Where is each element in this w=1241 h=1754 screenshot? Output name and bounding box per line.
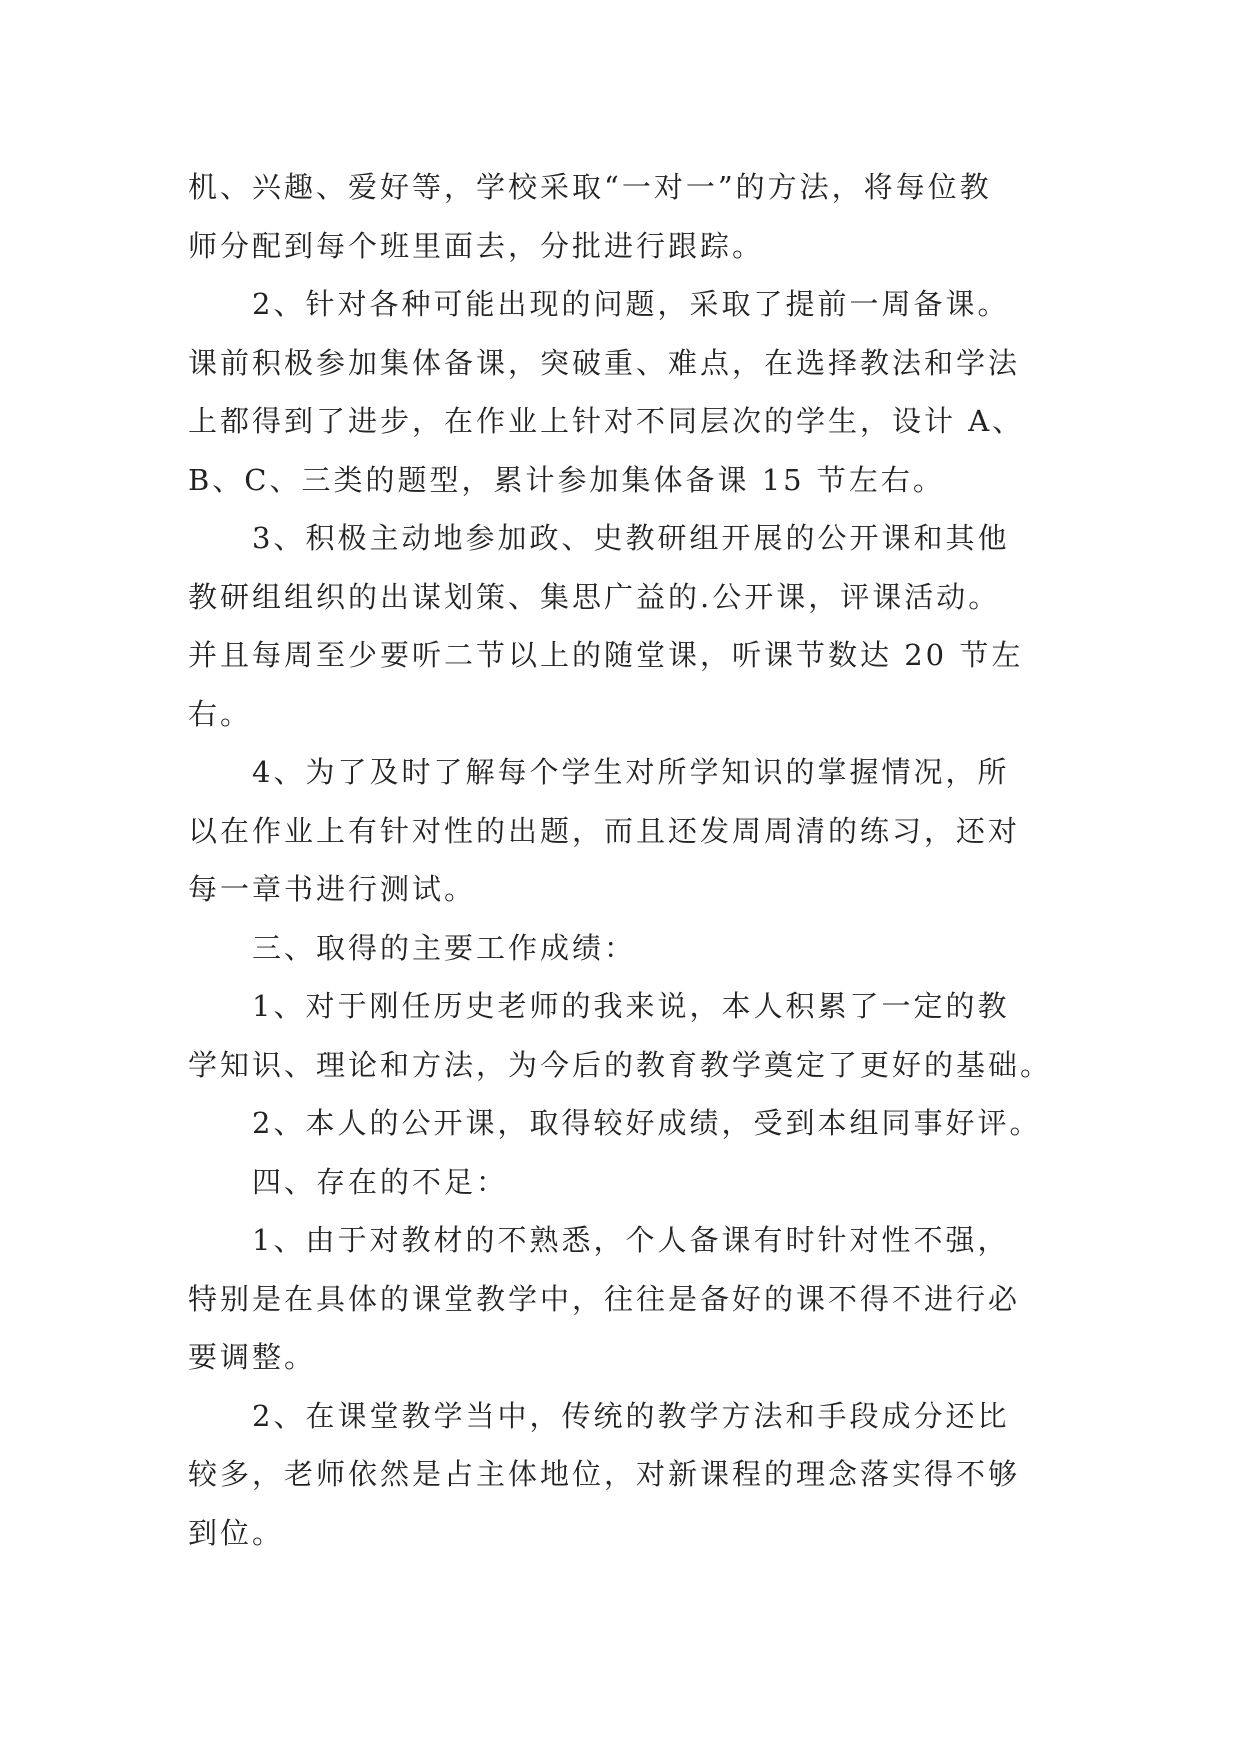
- text-line: 较多，老师依然是占主体地位，对新课程的理念落实得不够: [188, 1457, 1021, 1491]
- text-line: 特别是在具体的课堂教学中，往往是备好的课不得不进行必: [188, 1281, 1021, 1316]
- text-line: 要调整。: [188, 1340, 317, 1374]
- document-body: [188, 158, 1054, 1562]
- text-line: 上都得到了进步，在作业上针对不同层次的学生，设计 A、: [188, 404, 1025, 438]
- section-heading: 三、取得的主要工作成绩：: [252, 930, 637, 965]
- section-heading: 四、存在的不足：: [252, 1164, 509, 1199]
- text-line: 右。: [188, 696, 253, 731]
- text-line: 并且每周至少要听二节以上的随堂课，听课节数达 20 节左: [188, 638, 1024, 672]
- text-line: 2、针对各种可能出现的问题，采取了提前一周备课。: [252, 287, 1010, 321]
- text-line: 学知识、理论和方法，为今后的教育教学奠定了更好的基础。: [188, 1047, 1053, 1082]
- text-line: 4、为了及时了解每个学生对所学知识的掌握情况，所: [252, 755, 1010, 789]
- text-line: 2、在课堂教学当中，传统的教学方法和手段成分还比: [252, 1398, 1010, 1433]
- text-line: 课前积极参加集体备课，突破重、难点，在选择教法和学法: [188, 345, 1021, 380]
- text-line: B、C、三类的题型，累计参加集体备课 15 节左右。: [188, 462, 945, 497]
- text-line: 每一章书进行测试。: [188, 872, 477, 906]
- text-line: 教研组组织的出谋划策、集思广益的.公开课，评课活动。: [188, 579, 1001, 614]
- text-line: 1、由于对教材的不熟悉，个人备课有时针对性不强，: [252, 1223, 1010, 1257]
- text-line: 以在作业上有针对性的出题，而且还发周周清的练习，还对: [188, 813, 1021, 848]
- text-line: 到位。: [188, 1515, 285, 1550]
- text-line: 3、积极主动地参加政、史教研组开展的公开课和其他: [252, 521, 1010, 555]
- text-line: 2、本人的公开课，取得较好成绩，受到本组同事好评。: [252, 1106, 1042, 1140]
- text-line: 1、对于刚任历史老师的我来说，本人积累了一定的教: [252, 989, 1010, 1023]
- text-line: 师分配到每个班里面去，分批进行跟踪。: [188, 228, 765, 263]
- text-line: 机、兴趣、爱好等，学校采取“一对一”的方法，将每位教: [188, 170, 992, 204]
